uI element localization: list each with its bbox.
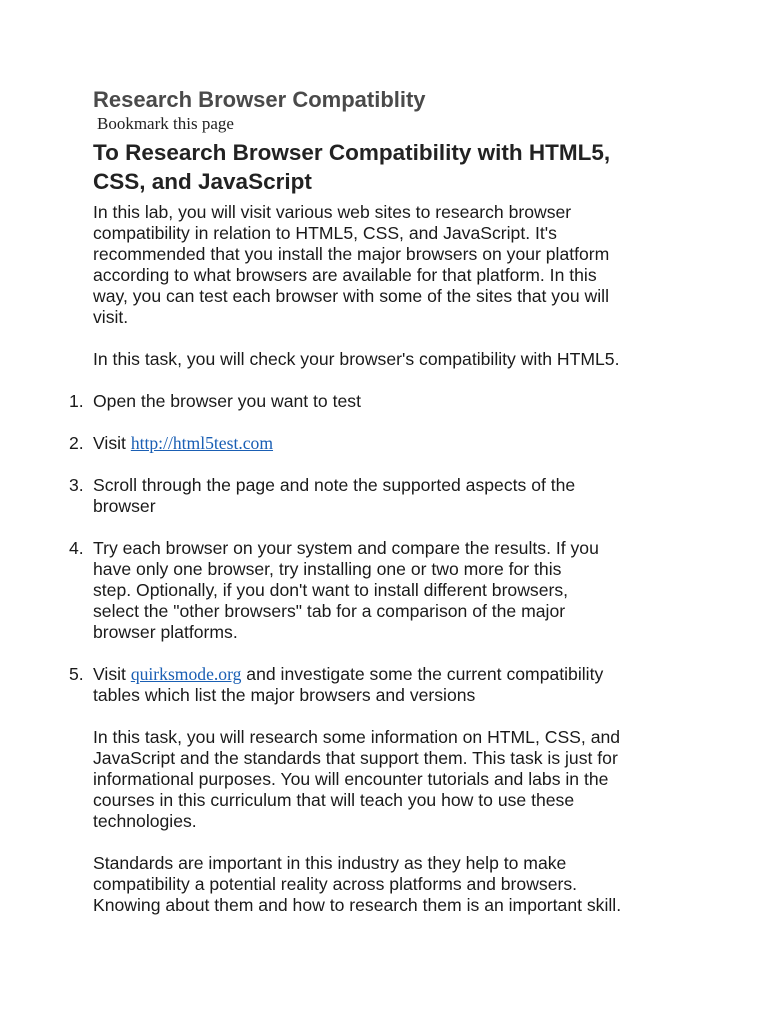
bookmark-link[interactable]: Bookmark this page xyxy=(97,114,234,133)
document-page xyxy=(69,86,733,916)
step-text: Scroll through the page and note the supported aspects of the xyxy=(93,475,576,495)
step-number: 5. xyxy=(69,664,84,684)
intro-line: way, you can test each browser with some of the sites that you will xyxy=(93,286,609,306)
standards-line: Standards are important in this industry as they help to make xyxy=(93,853,567,873)
step-item xyxy=(69,475,733,517)
step-text: Visit xyxy=(93,664,131,684)
task2-line: In this task, you will research some information on HTML, CSS, and xyxy=(93,727,621,747)
heading-line-2: CSS, and JavaScript xyxy=(93,169,312,194)
step-item xyxy=(69,538,733,643)
step-number: 3. xyxy=(69,475,84,495)
intro-line: recommended that you install the major browsers on your platform xyxy=(93,244,610,264)
intro-line: compatibility in relation to HTML5, CSS, and JavaScript. It's xyxy=(93,223,557,243)
step-item xyxy=(69,433,733,454)
step-text: Open the browser you want to test xyxy=(93,391,361,411)
page-title: Research Browser Compatiblity xyxy=(93,87,426,112)
step-item xyxy=(69,664,733,706)
step-item xyxy=(69,391,733,412)
step-text: Visit xyxy=(93,433,131,453)
step-text: select the "other browsers" tab for a comparison of the major xyxy=(93,601,566,621)
step-text: Try each browser on your system and compare the results. If you xyxy=(93,538,599,558)
task2-line: informational purposes. You will encounter tutorials and labs in the xyxy=(93,769,609,789)
section-heading xyxy=(93,138,733,196)
task2-line: courses in this curriculum that will teach you how to use these xyxy=(93,790,575,810)
step-text: tables which list the major browsers and versions xyxy=(93,685,476,705)
step-text: and investigate some the current compatibility xyxy=(241,664,604,684)
task1-intro: In this task, you will check your browser's compatibility with HTML5. xyxy=(93,349,620,369)
intro-line: visit. xyxy=(93,307,129,327)
intro-line: according to what browsers are available for that platform. In this xyxy=(93,265,597,285)
step-text: browser xyxy=(93,496,156,516)
task2-line: JavaScript and the standards that support them. This task is just for xyxy=(93,748,618,768)
html5test-link[interactable]: http://html5test.com xyxy=(130,433,274,453)
heading-line-1: To Research Browser Compatibility with HTML5, xyxy=(93,140,611,165)
steps-list xyxy=(69,391,733,706)
step-text: step. Optionally, if you don't want to install different browsers, xyxy=(93,580,569,600)
task2-paragraph xyxy=(93,727,733,832)
intro-line: In this lab, you will visit various web sites to research browser xyxy=(93,202,572,222)
standards-paragraph xyxy=(93,853,733,916)
step-number: 2. xyxy=(69,433,84,453)
step-text: browser platforms. xyxy=(93,622,238,642)
standards-line: compatibility a potential reality across platforms and browsers. xyxy=(93,874,578,894)
task2-line: technologies. xyxy=(93,811,197,831)
step-text: have only one browser, try installing one or two more for this xyxy=(93,559,562,579)
intro-paragraph xyxy=(93,202,733,328)
step-number: 1. xyxy=(69,391,84,411)
step-number: 4. xyxy=(69,538,84,558)
quirksmode-link[interactable]: quirksmode.org xyxy=(130,664,242,684)
standards-line: Knowing about them and how to research them is an important skill. xyxy=(93,895,622,915)
